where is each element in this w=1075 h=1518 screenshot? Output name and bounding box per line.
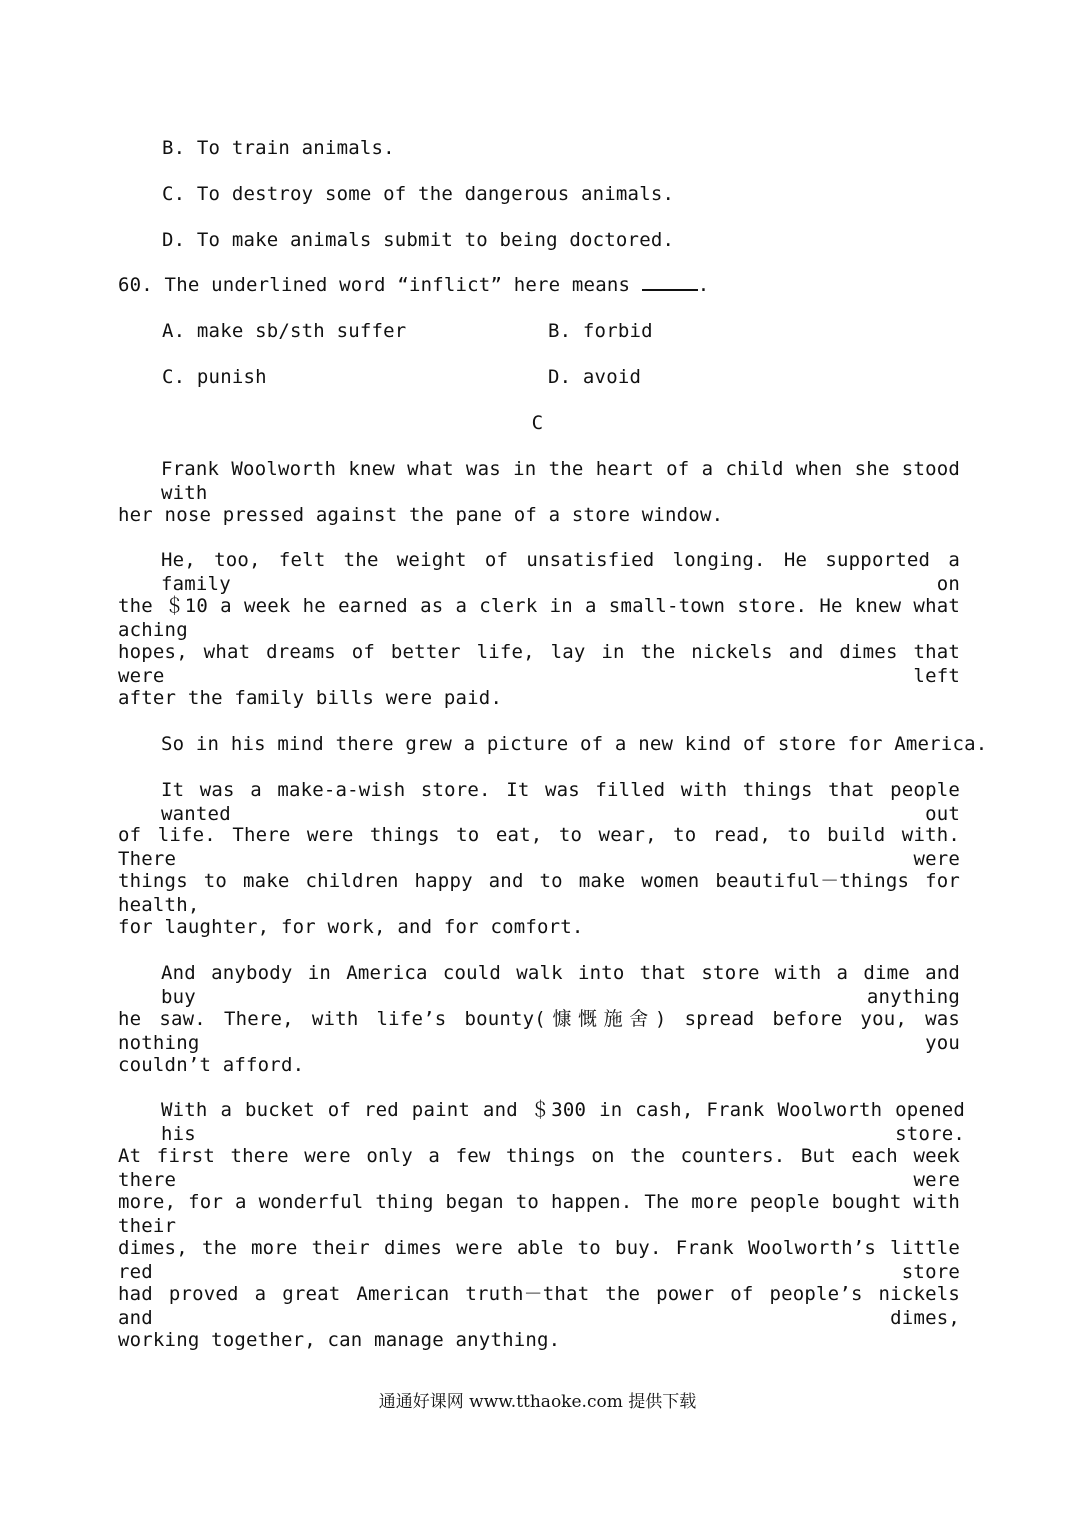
page-footer: 通通好课网 www.tthaoke.com 提供下载	[378, 1392, 697, 1412]
passage-line: things to make children happy and to make women beautiful－things for health,	[118, 870, 960, 916]
passage-line: couldn’t afford.	[118, 1054, 305, 1076]
passage-line: hopes, what dreams of better life, lay in the nickels and dimes that were left	[118, 641, 960, 687]
passage-line: Frank Woolworth knew what was in the heart of a child when she stood with	[161, 458, 960, 504]
q60-stem-text: 60. The underlined word “inflict” here means	[118, 274, 631, 296]
q60-option-d: D. avoid	[548, 366, 642, 388]
q60-option-a: A. make sb/sth suffer	[162, 320, 407, 342]
passage-line: He, too, felt the weight of unsatisfied longing. He supported a family on	[161, 549, 960, 595]
passage-line: It was a make-a-wish store. It was filled with things that people wanted out	[161, 779, 960, 825]
passage-line: working together, can manage anything.	[118, 1329, 561, 1351]
q59-option-d: D. To make animals submit to being doctored.	[162, 229, 675, 251]
q60-option-c: C. punish	[162, 366, 267, 388]
passage-line: had proved a great American truth－that the power of people’s nickels and dimes,	[118, 1283, 960, 1329]
q60-stem-end: .	[697, 274, 710, 296]
q60-stem	[118, 273, 709, 297]
section-label: C	[531, 412, 544, 434]
q60-option-b: B. forbid	[548, 320, 653, 342]
passage-line: for laughter, for work, and for comfort.	[118, 916, 584, 938]
passage-line: after the family bills were paid.	[118, 687, 503, 709]
passage-line: dimes, the more their dimes were able to buy. Frank Woolworth’s little red store	[118, 1237, 960, 1283]
passage-line: of life. There were things to eat, to wear, to read, to build with. There were	[118, 824, 960, 870]
passage-line: her nose pressed against the pane of a store window.	[118, 504, 724, 526]
passage-line: And anybody in America could walk into that store with a dime and buy anything	[161, 962, 960, 1008]
passage-line: the ＄10 a week he earned as a clerk in a small-town store. He knew what aching	[118, 595, 960, 641]
q59-option-c: C. To destroy some of the dangerous animals.	[162, 183, 675, 205]
q59-option-b: B. To train animals.	[162, 137, 395, 159]
passage-line: he saw. There, with life’s bounty(慷慨施舍) spread before you, was nothing you	[118, 1008, 960, 1054]
passage-line: So in his mind there grew a picture of a new kind of store for America.	[161, 733, 988, 755]
passage-line: With a bucket of red paint and ＄300 in cash, Frank Woolworth opened his store.	[161, 1099, 965, 1145]
passage-line: At first there were only a few things on the counters. But each week there were	[118, 1145, 960, 1191]
passage-line: more, for a wonderful thing began to happen. The more people bought with their	[118, 1191, 960, 1237]
answer-blank	[642, 273, 698, 291]
